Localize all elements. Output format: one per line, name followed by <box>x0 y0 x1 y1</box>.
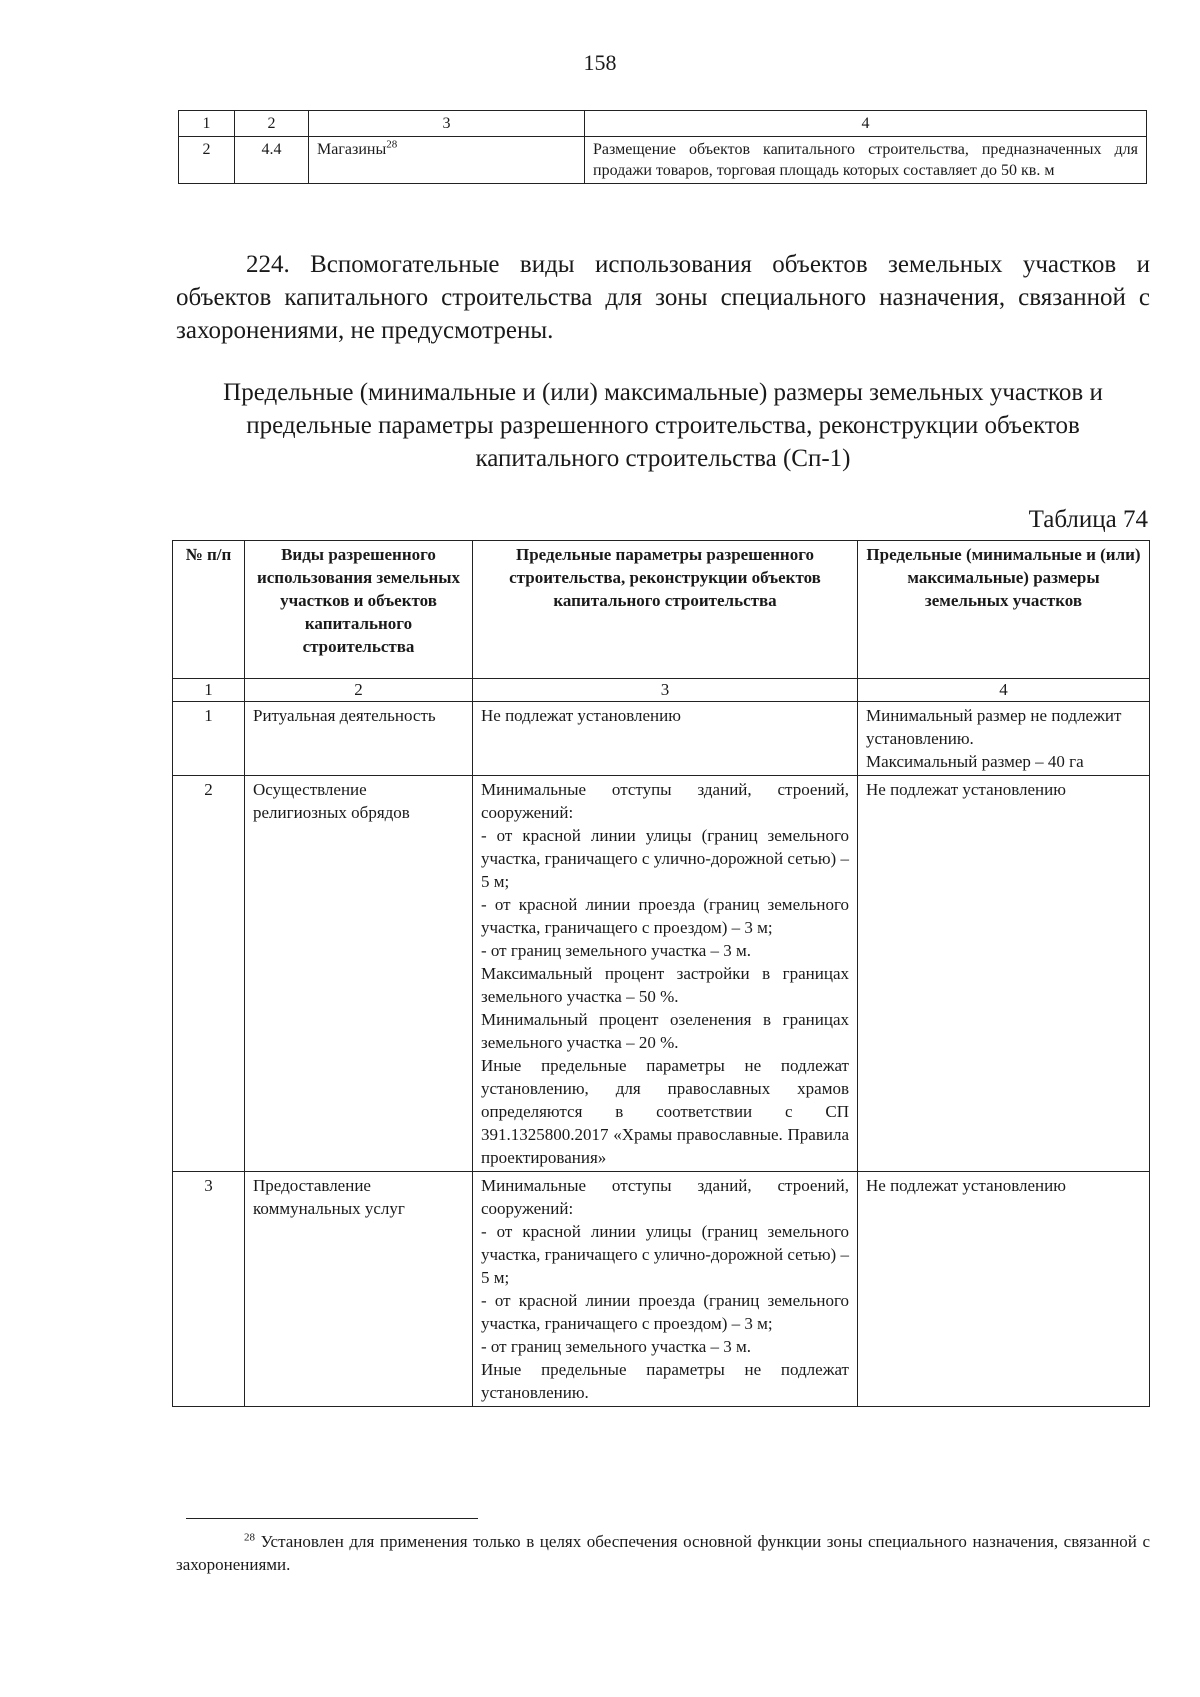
section-heading: Предельные (минимальные и (или) максимальные) размеры земельных участков и предельные параметры разрешенного строительства, реконструкции объектов капитального строительства (Сп-1) <box>223 379 1103 472</box>
col-num-cell: 1 <box>179 111 235 137</box>
table-row <box>179 137 1147 184</box>
table-row <box>173 1172 1150 1407</box>
params-line: Минимальные отступы зданий, строений, сооружений: <box>481 1176 849 1218</box>
params-cell <box>473 702 858 776</box>
params-line: - от границ земельного участка – 3 м. <box>481 941 751 960</box>
page-number: 158 <box>583 50 617 75</box>
params-cell <box>473 776 858 1172</box>
row-number: 2 <box>179 137 235 184</box>
sizes-cell <box>858 1172 1150 1407</box>
header-use: Виды разрешенного использования земельных участков и объектов капитального строительства <box>245 541 473 679</box>
params-line: Иные предельные параметры не подлежат установлению, для православных храмов определяются в соответствии с СП 391.1325800.2017 «Храмы православные. Правила проектирования» <box>481 1056 849 1167</box>
table-number: Таблица 74 <box>1028 506 1148 533</box>
sizes-line: Минимальный размер не подлежит установлению. <box>866 706 1122 748</box>
params-line: - от красной линии улицы (границ земельного участка, граничащего с улично-дорожной сетью) – 5 м; <box>481 1222 849 1287</box>
col-num-cell: 4 <box>585 111 1147 137</box>
use-name-text: Магазины <box>317 141 387 158</box>
continued-table <box>178 110 1147 184</box>
params-line: Минимальный процент озеленения в границах земельного участка – 20 %. <box>481 1010 849 1052</box>
header-params: Предельные параметры разрешенного строительства, реконструкции объектов капитального строительства <box>473 541 858 679</box>
sizes-cell <box>858 776 1150 1172</box>
paragraph-224: 224. Вспомогательные виды использования объектов земельных участков и объектов капитального строительства для зоны специального назначения, связанной с захоронениями, не предусмотрены. <box>176 251 1150 344</box>
col-num-cell: 3 <box>473 679 858 702</box>
params-line: Иные предельные параметры не подлежат установлению. <box>481 1360 849 1402</box>
params-line: Не подлежат установлению <box>481 706 681 725</box>
col-num-cell: 2 <box>235 111 309 137</box>
params-line: - от красной линии проезда (границ земельного участка, граничащего с проездом) – 3 м; <box>481 1291 849 1333</box>
column-number-row <box>173 679 1150 702</box>
row-number: 1 <box>173 702 245 776</box>
header-num: № п/п <box>173 541 245 679</box>
table-row <box>173 702 1150 776</box>
col-num-cell: 4 <box>858 679 1150 702</box>
footnote <box>176 1530 1150 1576</box>
col-num-cell: 2 <box>245 679 473 702</box>
table-row <box>173 776 1150 1172</box>
sizes-line: Максимальный размер – 40 га <box>866 752 1084 771</box>
col-num-cell: 3 <box>309 111 585 137</box>
header-row <box>173 541 1150 679</box>
params-line: - от красной линии проезда (границ земельного участка, граничащего с проездом) – 3 м; <box>481 895 849 937</box>
sizes-cell <box>858 702 1150 776</box>
footnote-text: Установлен для применения только в целях обеспечения основной функции зоны специального назначения, связанной с захоронениями. <box>176 1532 1151 1574</box>
params-line: Минимальные отступы зданий, строений, сооружений: <box>481 780 849 822</box>
footnote-divider <box>186 1518 478 1519</box>
row-number: 3 <box>173 1172 245 1407</box>
use-name: Осуществление религиозных обрядов <box>245 776 473 1172</box>
params-line: - от границ земельного участка – 3 м. <box>481 1337 751 1356</box>
use-name: Ритуальная деятельность <box>245 702 473 776</box>
params-line: - от красной линии улицы (границ земельного участка, граничащего с улично-дорожной сетью) – 5 м; <box>481 826 849 891</box>
params-cell <box>473 1172 858 1407</box>
sizes-line: Не подлежат установлению <box>866 1176 1066 1195</box>
col-num-cell: 1 <box>173 679 245 702</box>
header-sizes: Предельные (минимальные и (или) максимальные) размеры земельных участков <box>858 541 1150 679</box>
use-name: Предоставление коммунальных услуг <box>245 1172 473 1407</box>
use-name <box>309 137 585 184</box>
sizes-line: Не подлежат установлению <box>866 780 1066 799</box>
use-code: 4.4 <box>235 137 309 184</box>
continued-table-header-row <box>179 111 1147 137</box>
use-description: Размещение объектов капитального строительства, предназначенных для продажи товаров, торговая площадь которых составляет до 50 кв. м <box>585 137 1147 184</box>
footnote-ref: 28 <box>386 138 398 151</box>
footnote-number: 28 <box>244 1531 255 1544</box>
row-number: 2 <box>173 776 245 1172</box>
parameters-table <box>172 540 1150 1407</box>
params-line: Максимальный процент застройки в границах земельного участка – 50 %. <box>481 964 849 1006</box>
